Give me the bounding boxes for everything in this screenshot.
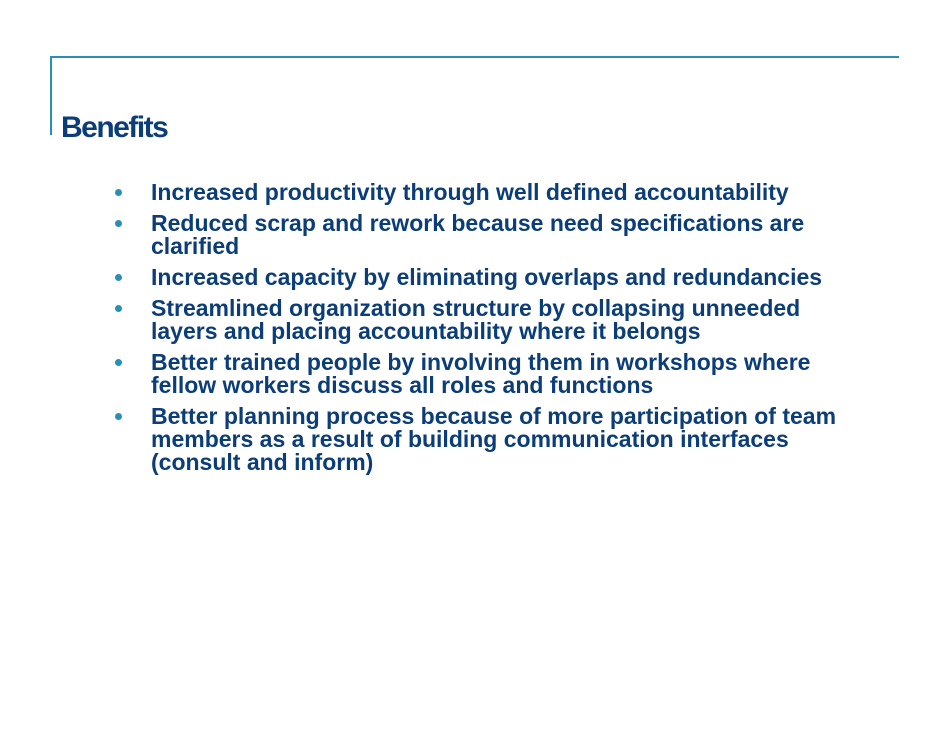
list-item-text: Better planning process because of more participation of team members as a result of building communication interfaces (consult and inform) [151,403,837,475]
bullet-icon [115,220,122,227]
list-item-text: Reduced scrap and rework because need specifications are clarified [151,210,805,259]
list-item [112,351,852,397]
bullet-icon [115,305,122,312]
list-item-text: Increased productivity through well defined accountability [151,179,789,205]
list-item-text: Streamlined organization structure by collapsing unneeded layers and placing accountability where it belongs [151,295,801,344]
side-accent-line [50,56,52,135]
list-item-text: Better trained people by involving them in workshops where fellow workers discuss all roles and functions [151,349,811,398]
list-item [112,266,852,289]
list-item-text: Increased capacity by eliminating overlaps and redundancies [151,264,823,290]
top-divider-line [50,56,899,58]
bullet-icon [115,189,122,196]
list-item [112,297,852,343]
bullet-icon [115,359,122,366]
bullet-icon [115,274,122,281]
list-item [112,181,852,204]
slide-title: Benefits [61,111,168,144]
benefits-list [112,181,852,482]
list-item [112,212,852,258]
list-item [112,405,852,474]
bullet-icon [115,413,122,420]
